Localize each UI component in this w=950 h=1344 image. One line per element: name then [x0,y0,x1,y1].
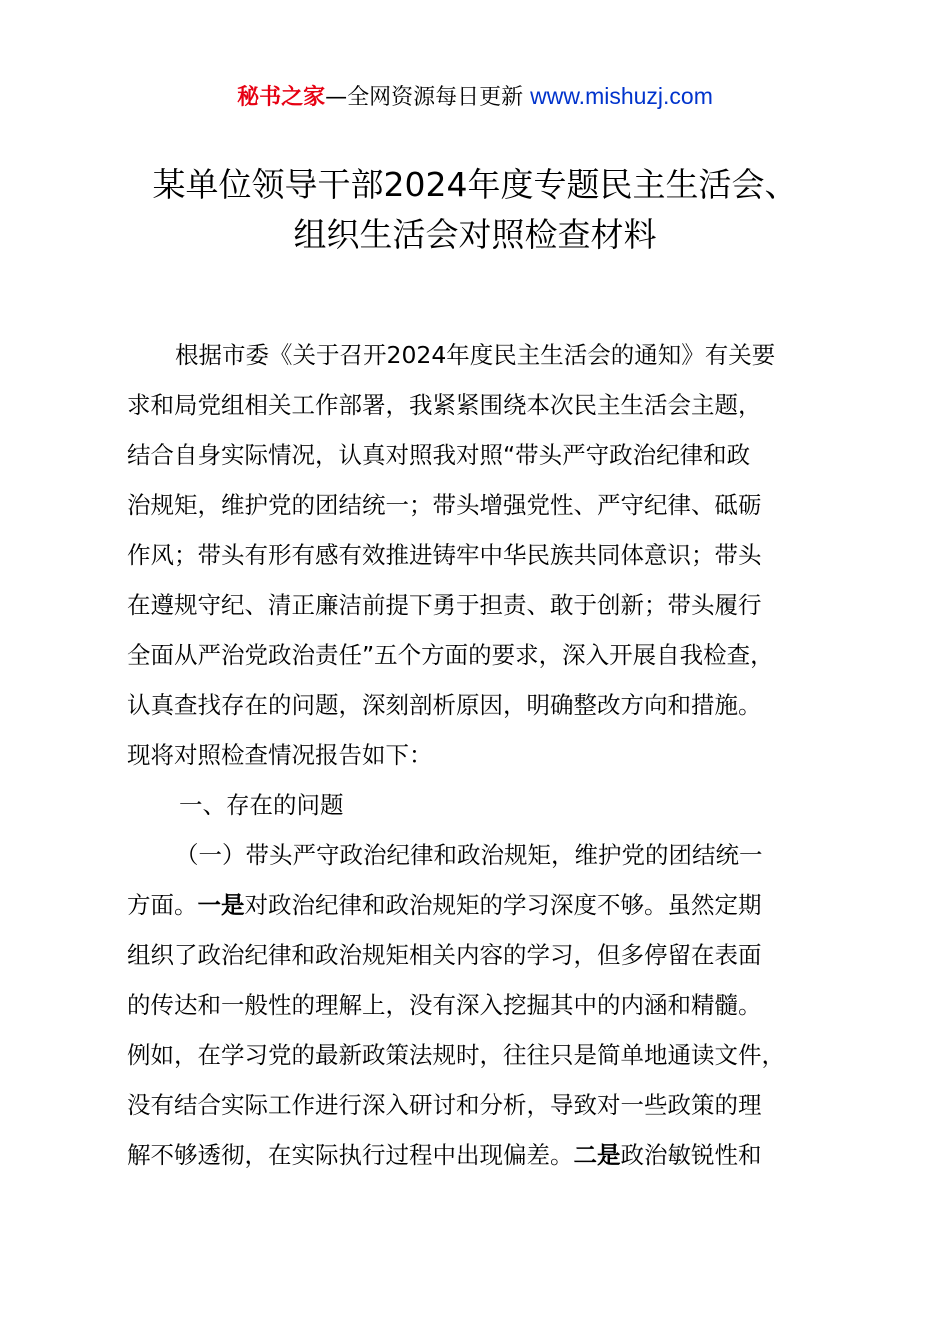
title-line-1: 某单位领导干部2024年度专题民主生活会、 [152,165,798,204]
intro-line: 作风；带头有形有感有效推进铸牢中华民族共同体意识；带头 [127,541,762,569]
body-line: 的传达和一般性的理解上，没有深入挖掘其中的内涵和精髓。 [127,991,762,1019]
body-line [127,880,847,930]
body-text: 政治敏锐性和 [620,1141,762,1169]
document-title [0,160,950,260]
body-text: 方面。 [127,891,198,919]
body-line: 组织了政治纪律和政治规矩相关内容的学习，但多停留在表面 [127,941,762,969]
intro-line: 根据市委《关于召开2024年度民主生活会的通知》有关要 [175,341,776,369]
intro-line: 求和局党组相关工作部署，我紧紧围绕本次民主生活会主题， [127,391,762,419]
body-line: 没有结合实际工作进行深入研讨和分析，导致对一些政策的理 [127,1091,762,1119]
document-body [127,330,847,1180]
section-heading: 一、存在的问题 [179,791,344,819]
body-line: 例如，在学习党的最新政策法规时，往往只是简单地通读文件， [127,1041,785,1069]
body-line [127,1130,847,1180]
subsection-heading: （一）带头严守政治纪律和政治规矩，维护党的团结统一 [175,841,763,869]
site-url-link[interactable]: www.mishuzj.com [530,83,713,109]
site-tagline: —全网资源每日更新 [325,85,531,110]
site-header [0,80,950,114]
title-line-2: 组织生活会对照检查材料 [293,215,657,254]
emphasis-text: 二是 [573,1141,621,1169]
intro-line: 在遵规守纪、清正廉洁前提下勇于担责、敢于创新；带头履行 [127,591,762,619]
intro-line: 全面从严治党政治责任”五个方面的要求，深入开展自我检查， [127,641,774,669]
intro-line: 认真查找存在的问题，深刻剖析原因，明确整改方向和措施。 [127,691,762,719]
brand-name: 秘书之家 [237,85,326,110]
intro-line: 现将对照检查情况报告如下： [127,741,433,769]
intro-line: 治规矩，维护党的团结统一；带头增强党性、严守纪律、砥砺 [127,491,762,519]
emphasis-text: 一是 [197,891,245,919]
body-text: 解不够透彻，在实际执行过程中出现偏差。 [127,1141,574,1169]
intro-line: 结合自身实际情况，认真对照我对照“带头严守政治纪律和政 [127,441,751,469]
body-text: 对政治纪律和政治规矩的学习深度不够。虽然定期 [244,891,762,919]
